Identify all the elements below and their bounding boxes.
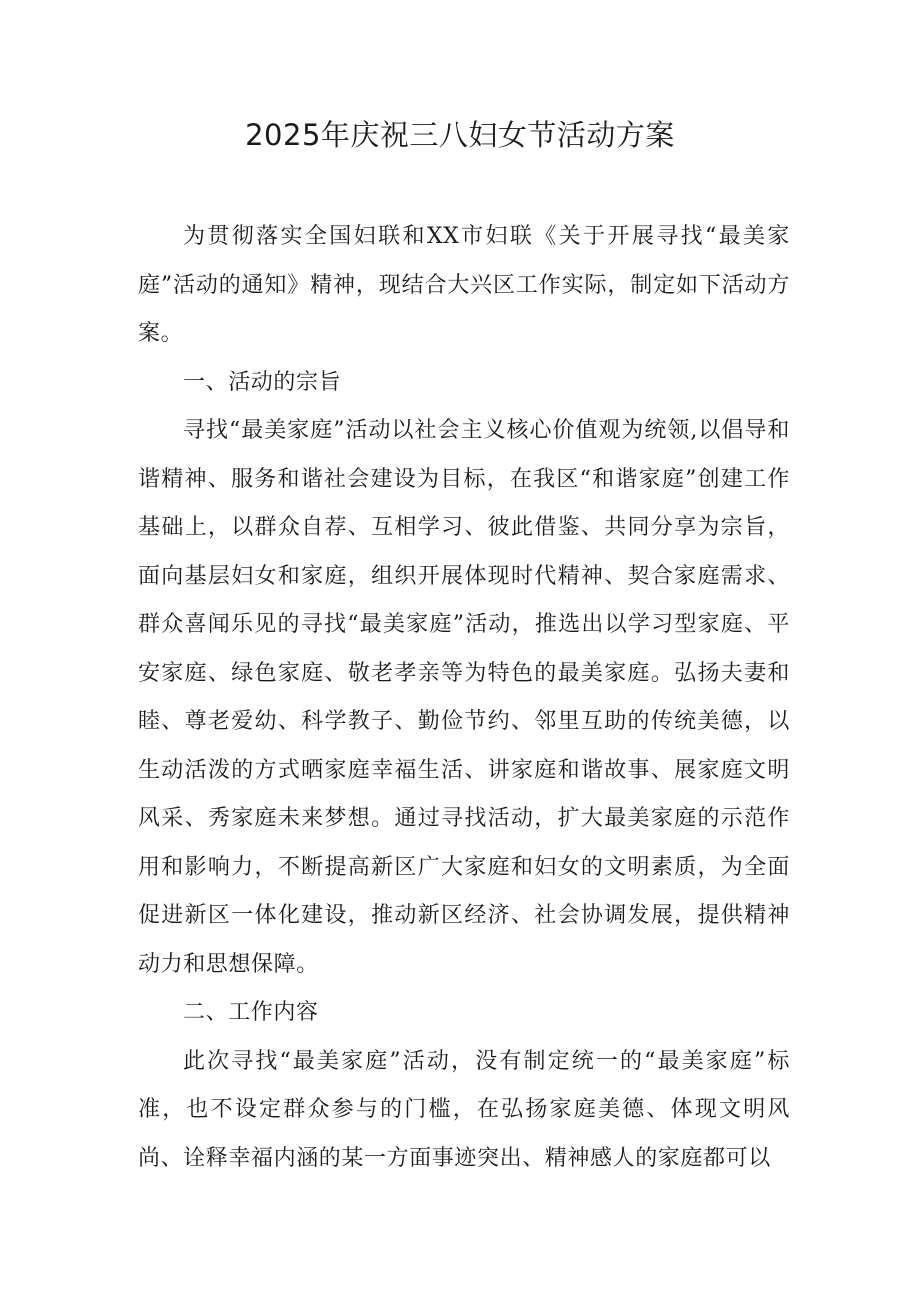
section-heading-work-content: 二、工作内容 bbox=[183, 1000, 319, 1025]
document-body bbox=[138, 213, 790, 1183]
work-content-paragraph: 此次寻找“最美家庭”活动，没有制定统一的“最美家庭”标准，也不设定群众参与的门槛，在弘扬家庭美德、体现文明风尚、诠释幸福内涵的某一方面事迹突出、精神感人的家庭都可以 bbox=[138, 1048, 790, 1171]
document-title: 2025年庆祝三八妇女节活动方案 bbox=[245, 118, 675, 152]
purpose-paragraph: 寻找“最美家庭”活动以社会主义核心价值观为统领,以倡导和谐精神、服务和谐社会建设为目标，在我区“和谐家庭”创建工作基础上，以群众自荐、互相学习、彼此借鉴、共同分享为宗旨，面向基层妇女和家庭，组织开展体现时代精神、契合家庭需求、群众喜闻乐见的寻找“最美家庭”活动，推选出以学习型家庭、平安家庭、绿色家庭、敬老孝亲等为特色的最美家庭。弘扬夫妻和睦、尊老爱幼、科学教子、勤俭节约、邻里互助的传统美德，以生动活泼的方式晒家庭幸福生活、讲家庭和谐故事、展家庭文明风采、秀家庭未来梦想。通过寻找活动，扩大最美家庭的示范作用和影响力，不断提高新区广大家庭和妇女的文明素质，为全面促进新区一体化建设，推动新区经济、社会协调发展，提供精神动力和思想保障。 bbox=[138, 418, 790, 977]
intro-paragraph: 为贯彻落实全国妇联和XX市妇联《关于开展寻找“最美家庭”活动的通知》精神，现结合大兴区工作实际，制定如下活动方案。 bbox=[138, 224, 790, 346]
section-heading-purpose: 一、活动的宗旨 bbox=[183, 369, 342, 395]
